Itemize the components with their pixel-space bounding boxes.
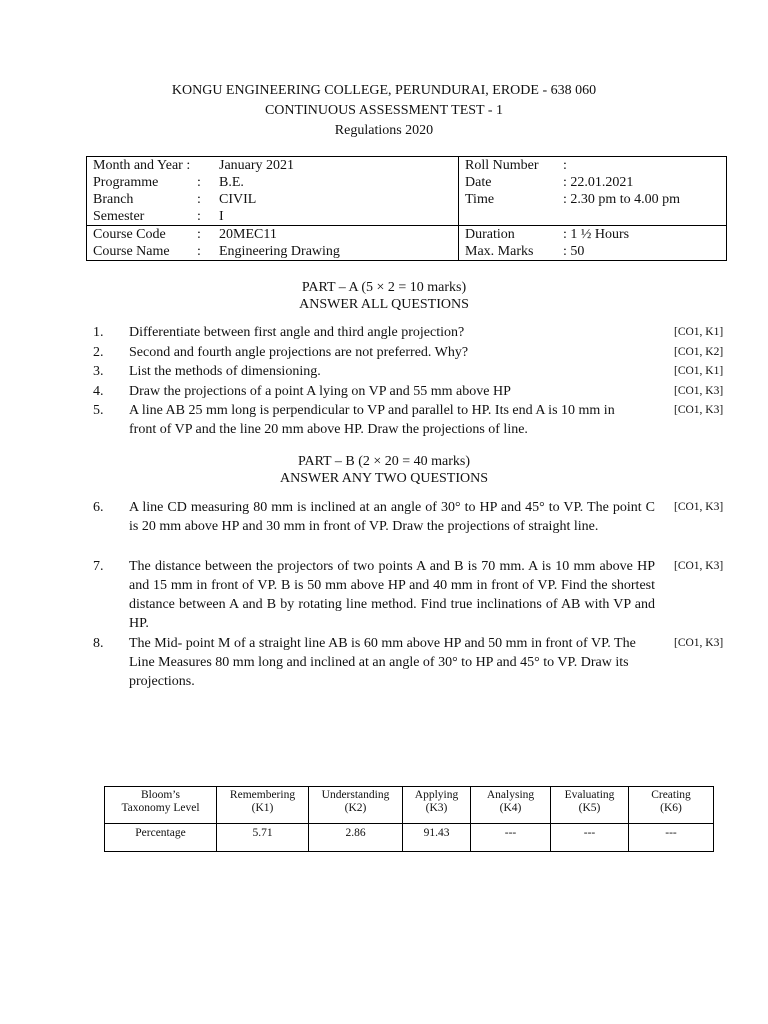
info-cell [87, 157, 459, 226]
co-level: [CO1, K3] [674, 637, 724, 649]
level-name: Analysing [486, 789, 535, 801]
percentage-value: --- [551, 824, 629, 852]
question-text: Second and fourth angle projections are not preferred. Why? [129, 345, 469, 360]
info-cell [459, 226, 727, 261]
level-name: Evaluating [564, 789, 615, 801]
percentage-label: Percentage [105, 824, 217, 852]
co-level: [CO1, K3] [674, 385, 724, 397]
course-code-label: Course Code [93, 227, 166, 242]
colon: : [197, 244, 201, 259]
roll-value: : [563, 158, 567, 173]
question-text: List the methods of dimensioning. [129, 364, 321, 379]
programme-label: Programme [93, 175, 159, 190]
level-cell [403, 787, 471, 824]
max-marks-value: : 50 [563, 244, 585, 259]
question-text: The Mid- point M of a straight line AB is 60 mm above HP and 50 mm in front of VP. The Line Measures 80 mm long and inclined at an angle of 30° to HP and 45° to VP. Draw its projections. [129, 636, 636, 689]
blooms-taxonomy-table [104, 786, 714, 852]
question-number: 7. [93, 559, 104, 574]
programme-value: B.E. [219, 175, 244, 190]
part-b-instruction: ANSWER ANY TWO QUESTIONS [279, 471, 489, 486]
level-cell [217, 787, 309, 824]
question-number: 2. [93, 345, 104, 360]
question-text: Differentiate between first angle and third angle projection? [129, 325, 465, 340]
co-level: [CO1, K3] [674, 404, 724, 416]
level-code: (K4) [499, 802, 522, 814]
question-number: 6. [93, 500, 104, 515]
max-marks-label: Max. Marks [465, 244, 534, 259]
level-cell [309, 787, 403, 824]
level-code: (K6) [660, 802, 682, 814]
college-name: KONGU ENGINEERING COLLEGE, PERUNDURAI, ERODE - 638 060 [171, 83, 597, 98]
regulations: Regulations 2020 [334, 123, 434, 138]
question-number: 3. [93, 364, 104, 379]
question-text: A line CD measuring 80 mm is inclined at an angle of 30° to HP and 45° to VP. The point C is 20 mm above HP and 30 mm in front of VP. Draw the projections of straight line. [129, 500, 655, 534]
co-level: [CO1, K1] [674, 365, 724, 377]
info-cell [87, 226, 459, 261]
time-label: Time [465, 192, 495, 207]
month-year-label: Month and Year : [93, 158, 191, 173]
level-name: Applying [414, 789, 459, 801]
level-code: (K1) [251, 802, 274, 814]
question-number: 8. [93, 636, 104, 651]
roll-label: Roll Number [465, 158, 539, 173]
level-name: Understanding [321, 789, 390, 801]
level-name: Creating [651, 789, 691, 801]
co-level: [CO1, K3] [674, 560, 724, 572]
time-value: : 2.30 pm to 4.00 pm [563, 192, 681, 207]
info-cell [459, 157, 727, 226]
level-code: (K2) [344, 802, 367, 814]
test-name: CONTINUOUS ASSESSMENT TEST - 1 [264, 103, 504, 118]
month-year-value: January 2021 [219, 158, 295, 173]
question-text: The distance between the projectors of two points A and B is 70 mm. A is 10 mm above HP and 15 mm in front of VP. B is 50 mm above HP and 40 mm in front of VP. Find the shortest distance between A and B by rotating line method. Find true inclinations of AB with VP and HP. [129, 559, 655, 631]
blooms-header-line2: Taxonomy Level [121, 802, 200, 814]
co-level: [CO1, K1] [674, 326, 724, 338]
colon: : [197, 209, 201, 224]
level-cell [551, 787, 629, 824]
question-number: 5. [93, 403, 104, 418]
part-a-instruction: ANSWER ALL QUESTIONS [299, 297, 469, 312]
semester-value: I [219, 209, 224, 224]
percentage-value: 91.43 [403, 824, 471, 852]
duration-label: Duration [465, 227, 515, 242]
branch-value: CIVIL [219, 192, 257, 207]
level-name: Remembering [229, 789, 296, 801]
question-text: Draw the projections of a point A lying on VP and 55 mm above HP [129, 384, 511, 399]
date-value: : 22.01.2021 [563, 175, 634, 190]
colon: : [197, 175, 201, 190]
percentage-value: 5.71 [217, 824, 309, 852]
co-level: [CO1, K2] [674, 346, 724, 358]
part-a-title: PART – A (5 × 2 = 10 marks) [301, 280, 467, 295]
semester-label: Semester [93, 209, 145, 224]
percentage-value: 2.86 [309, 824, 403, 852]
question-number: 1. [93, 325, 104, 340]
question-text: A line AB 25 mm long is perpendicular to VP and parallel to HP. Its end A is 10 mm in front of VP and the line 20 mm above HP. Draw the projections of line. [129, 403, 615, 437]
level-code: (K3) [425, 802, 448, 814]
duration-value: : 1 ½ Hours [563, 227, 630, 242]
percentage-value: --- [629, 824, 714, 852]
level-cell [629, 787, 714, 824]
colon: : [197, 192, 201, 207]
course-name-label: Course Name [93, 244, 170, 259]
course-name-value: Engineering Drawing [219, 244, 340, 259]
level-code: (K5) [578, 802, 601, 814]
course-code-value: 20MEC11 [219, 227, 277, 242]
part-b-title: PART – B (2 × 20 = 40 marks) [297, 454, 471, 469]
date-label: Date [465, 175, 492, 190]
level-cell [471, 787, 551, 824]
exam-info-table [86, 156, 727, 261]
colon: : [197, 227, 201, 242]
co-level: [CO1, K3] [674, 501, 724, 513]
question-number: 4. [93, 384, 104, 399]
percentage-value: --- [471, 824, 551, 852]
blooms-header-cell [105, 787, 217, 824]
branch-label: Branch [93, 192, 134, 207]
blooms-header-line1: Bloom’s [141, 789, 180, 801]
